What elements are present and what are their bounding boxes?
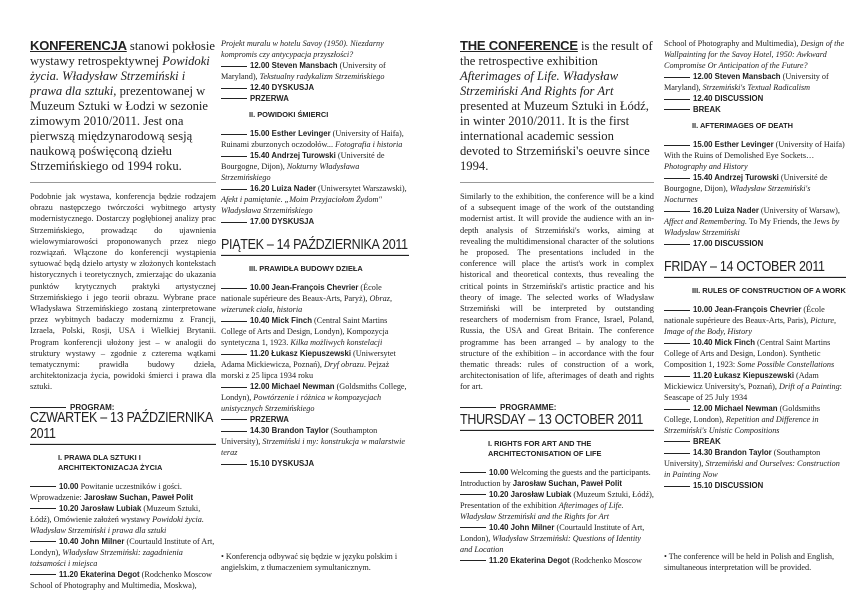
program-entry: 14.30 Brandon Taylor (Southampton University), Strzemiński and Ourselves: Construction in Painting Now: [664, 448, 840, 479]
en-body-text: Similarly to the exhibition, the conference will be a kind of a subsequent image of the work of the outstanding modernist artist. It will provide the audience with an in-depth analysis of Strzemiński's works, aiming at revealing the multidimensional character of the solutions he proposed. The presentations included in the conference will place the artist's work in complex historical and theoretical contexts, thus revealing the critical points in Strzemiński's artistic practice and his theory of image. The selected works of Władysław Strzemiński will be interpreted by outstanding researchers of modernism from France, Israel, Poland, Russia, the USA and Great Britain. The conference programme has been arranged – by analogy to the structure of the exhibition – in accordance with the four thematic threads: rules of construction of a work, architectonisation of life, afterimages of death and rights for art.: [460, 192, 654, 392]
program-entry: 10.40 Mick Finch (Central Saint Martins College of Arts and Design, London). Synthetic Composition 1, 1923: Some Possible Constellations: [664, 338, 835, 369]
pl-day1-heading: CZWARTEK – 13 PAŹDZIERNIKA 2011: [30, 409, 216, 445]
break-label: BREAK: [664, 436, 846, 447]
en-section-3: III. RULES OF CONSTRUCTION OF A WORK: [692, 286, 846, 295]
divider: [30, 182, 216, 183]
en-language-note: • The conference will be held in Polish and English, simultaneous interpretation will be provided.: [664, 552, 835, 572]
program-entry: 14.30 Brandon Taylor (Southampton University), Strzemiński i my: konstrukcja w malarstwie teraz: [221, 426, 405, 457]
en-lead-keyword: THE CONFERENCE: [460, 38, 578, 53]
program-entry: 15.10 DISCUSSION: [664, 480, 846, 491]
en-day2-heading: FRIDAY – 14 OCTOBER 2011: [664, 258, 846, 278]
program-entry: 10.20 Jarosław Lubiak (Muzeum Sztuki, Łódź), Presentation of the exhibition Afterimages of Life. Władysław Strzemiński and the Rights for Art: [460, 489, 654, 521]
program-entry: 17.00 DISCUSSION: [664, 238, 846, 249]
program-entry: 10.40 John Milner (Courtauld Institute of Art, London), Władysław Strzemiński: Questions of Identity and Location: [460, 522, 645, 554]
polish-page: [0, 0, 429, 612]
program-entry: 15.10 DYSKUSJA: [221, 458, 409, 469]
pl-section-2: II. POWIDOKI ŚMIERCI: [249, 110, 329, 119]
program-entry: 10.00 Welcoming the guests and the participants. Introduction by Jarosław Suchan, Paweł Polit: [460, 467, 651, 488]
en-section-2: II. AFTERIMAGES OF DEATH: [692, 121, 794, 130]
pl-section-1: I. PRAWA DLA SZTUKI I ARCHITEKTONIZACJA ŻYCIA: [58, 452, 163, 472]
program-entry: Projekt muralu w hotelu Savoy (1950). Niezdarny kompromis czy antycypacja przyszłości?: [221, 39, 384, 59]
program-entry: 11.20 Łukasz Kiepuszewski (Uniwersytet Adama Mickiewicza, Poznań), Dryf obrazu. Pejzaż morski z 25 lipca 1934 roku: [221, 349, 396, 380]
program-entry: 12.40 DYSKUSJA: [221, 82, 409, 93]
program-entry: 10.40 John Milner (Courtauld Institute of Art, Londyn), Władysław Strzemiński: zagadnienia tożsamości i miejsca: [30, 536, 215, 568]
pl-program-heading: PROGRAM:: [30, 403, 216, 412]
pl-column-1: [30, 38, 216, 591]
program-entry: 11.20 Ekaterina Degot (Rodchenko Moscow School of Photography and Multimedia, Moskwa),: [30, 569, 212, 590]
en-column-1: [460, 38, 654, 566]
break-label: PRZERWA: [221, 414, 409, 425]
en-lead: THE CONFERENCE is the result of the retrospective exhibition Afterimages of Life. Władysław Strzemiński And Rights for Art presented at Muzeum Sztuki in Łódź, in winter 2010/2011. It is the first international academic session devoted to Strzemiński's oeuvre since 1994.: [460, 38, 653, 173]
program-entry: 12.00 Steven Mansbach (University of Maryland), Tekstualny radykalizm Strzemińskiego: [221, 61, 386, 81]
pl-column-2: [221, 38, 409, 469]
pl-lead-keyword: KONFERENCJA: [30, 38, 127, 53]
program-entry: 10.00 Jean-François Chevrier (École nationale supérieure des Beaux-Arts, Paris), Picture, Image of the Body, History: [664, 305, 837, 336]
program-entry: 12.00 Michael Newman (Goldsmiths College, London), Repetition and Difference in Strzemiński's Unistic Compositions: [664, 404, 821, 435]
program-entry: 11.20 Łukasz Kiepuszewski (Adam Mickiewicz University's, Poznań), Drift of a Painting: Seascape of 25 July 1934: [664, 371, 842, 402]
program-entry: 17.00 DYSKUSJA: [221, 216, 409, 227]
english-page: [430, 0, 859, 612]
program-entry: School of Photography and Multimedia), Design of the Wallpainting for the Savoy Hotel, 1950: Awkward Compromise Or Anticipation of the Future?: [664, 39, 845, 70]
pl-body-text: Podobnie jak wystawa, konferencja będzie rodzajem obrazu następczego twórczości wybitnego artysty modernistycznego. Dostarczy pogłębionej analizy prac Strzemińskiego, prowadząc do ujawnienia wielowymiarowości proponowanych przez niego rozwiązań. Włączone do konferencji wystąpienia sytuować będą dzieło artysty w złożonych kontekstach historycznych i teoretycznych, zmierzając do ukazania punktów krytycznych praktyki artystycznej Strzemińskiego i jego teorii obrazu. Wybrane prace Władysława Strzemińskiego zostaną zinterpretowane przez wybitnych badaczy modernizmu z Francji, Izraela, Polski, Rosji, USA i Wielkiej Brytanii. Program konferencji ułożony jest – w analogii do struktury wystawy – zgodnie z czterema wątkami tematycznymi: prawidła budowy dzieła, architektonizacja życia, powidoki śmierci i prawa dla sztuki.: [30, 192, 216, 392]
break-label: BREAK: [664, 104, 846, 115]
program-entry: 15.00 Esther Levinger (University of Haifa) With the Ruins of Demolished Eye Sockets… Photography and History: [664, 140, 845, 171]
program-entry: 12.00 Michael Newman (Goldsmiths College, Londyn), Powtórzenie i różnica w kompozycjach unistycznych Strzemińskiego: [221, 382, 407, 413]
program-entry: 10.40 Mick Finch (Central Saint Martins College of Arts and Design, Londyn), Kompozycja syntetyczna 1, 1923. Kilka możliwych konstelacji: [221, 316, 389, 347]
pl-language-note: • Konferencja odbywać się będzie w języku polskim i angielskim, z tłumaczeniem symultanicznym.: [221, 552, 398, 572]
break-label: PRZERWA: [221, 93, 409, 104]
program-entry: 15.00 Esther Levinger (University of Haifa), Ruinami zburzonych oczodołów... Fotografia i historia: [221, 129, 404, 149]
program-entry: 12.40 DISCUSSION: [664, 93, 846, 104]
pl-lead: KONFERENCJA stanowi pokłosie wystawy retrospektywnej Powidoki życia. Władysław Strzemiński i prawa dla sztuki, prezentowanej w Muzeum Sztuki w Łodzi w sezonie zimowym 2010/2011. Jest ona pierwszą międzynarodową sesją naukową poświęconą dziełu Strzemińskiego od 1994 roku.: [30, 38, 215, 173]
program-entry: 12.00 Steven Mansbach (University of Maryland), Strzemiński's Textual Radicalism: [664, 72, 829, 92]
en-column-2: [664, 38, 846, 491]
program-entry: 10.00 Jean-François Chevrier (École nationale supérieure des Beaux-Arts, Paryż), Obraz, wizerunek ciała, historia: [221, 283, 392, 314]
program-entry: 11.20 Ekaterina Degot (Rodchenko Moscow: [460, 555, 654, 566]
program-entry: 15.40 Andrzej Turowski (Université de Bourgogne, Dijon), Władysław Strzemiński's Nocturnes: [664, 173, 828, 204]
pl-day2-heading: PIĄTEK – 14 PAŹDZIERNIKA 2011: [221, 236, 409, 256]
program-entry: 16.20 Luiza Nader (Uniwersytet Warszawski), Afekt i pamiętanie. „Moim Przyjaciołom Żydom" Władysława Strzemińskiego: [221, 184, 407, 215]
program-entry: 16.20 Luiza Nader (University of Warsaw), Affect and Remembering. To My Friends, the Jews by Władysław Strzemiński: [664, 206, 840, 237]
en-day1-heading: THURSDAY – 13 OCTOBER 2011: [460, 411, 654, 431]
program-entry: 15.40 Andrzej Turowski (Université de Bourgogne, Dijon), Nokturny Władysława Strzemińskiego: [221, 151, 385, 182]
pl-section-3: III. PRAWIDŁA BUDOWY DZIEŁA: [249, 264, 363, 273]
program-entry: 10.20 Jarosław Lubiak (Muzeum Sztuki, Łódź), Omówienie założeń wystawy Powidoki życia. Władysław Strzemiński i prawa dla sztuki: [30, 503, 204, 535]
en-section-1: I. RIGHTS FOR ART AND THE ARCHITECTONISATION OF LIFE: [488, 438, 602, 458]
en-program-heading: PROGRAMME:: [460, 403, 654, 412]
divider: [460, 182, 654, 183]
program-entry: 10.00 Powitanie uczestników i gości. Wprowadzenie: Jarosław Suchan, Paweł Polit: [30, 481, 194, 502]
